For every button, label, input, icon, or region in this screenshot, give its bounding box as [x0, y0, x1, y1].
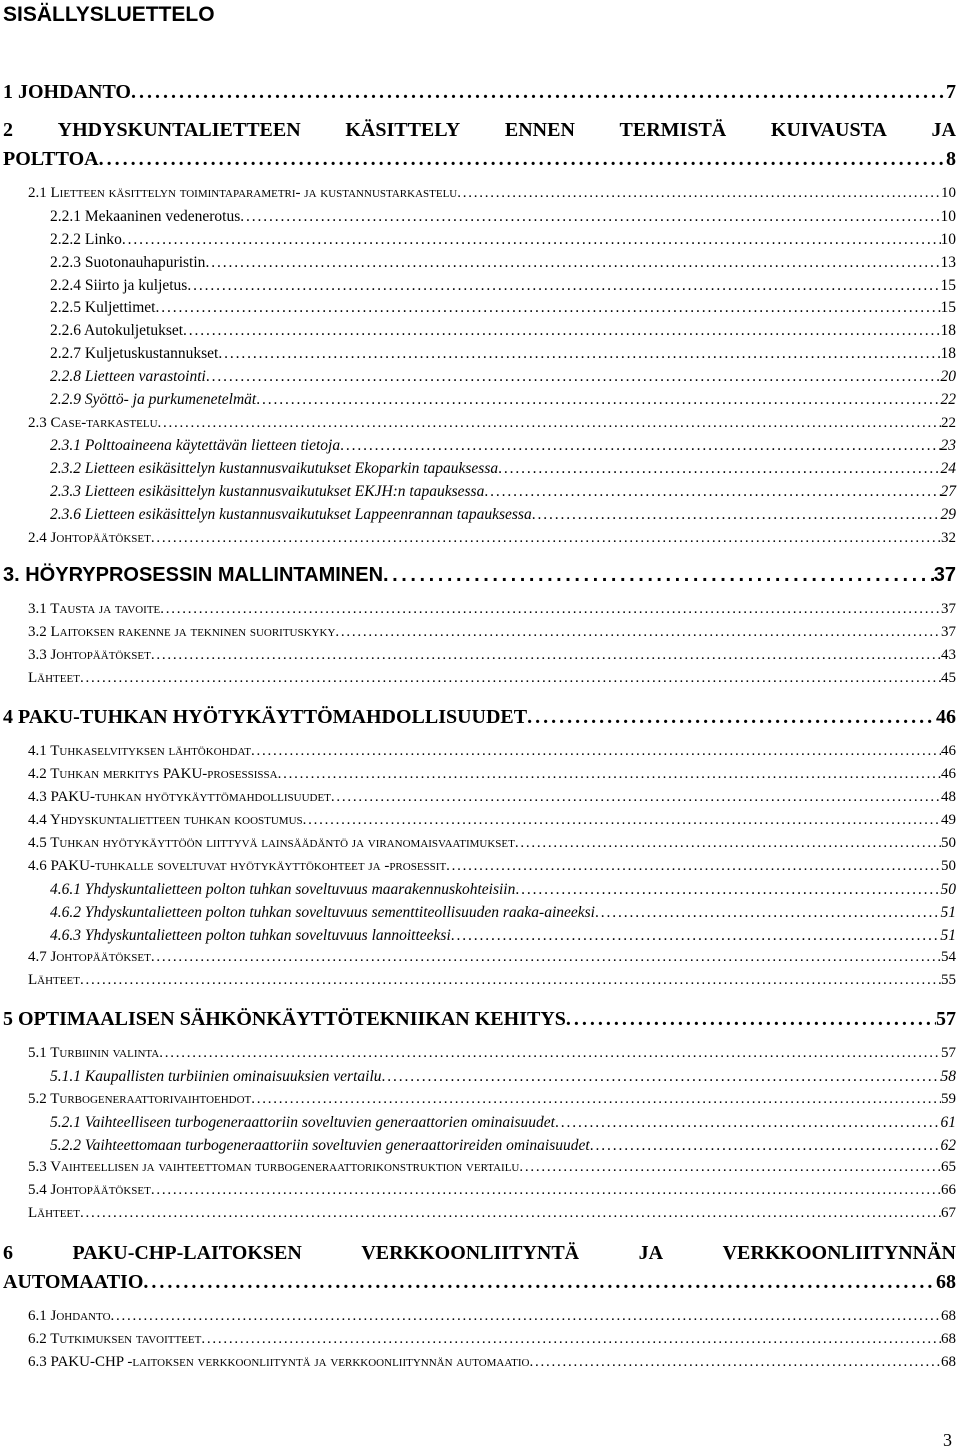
toc-entry-4-6-2[interactable]: 4.6.2 Yhdyskuntalietteen polton tuhkan soveltuvuus sementtiteollisuuden raaka-aineeksi . . . 51	[50, 902, 956, 922]
toc-entry-6-2[interactable]: 6.2 Tutkimuksen tavoitteet . . . 68	[28, 1330, 956, 1348]
toc-entry-5-2-1[interactable]: 5.2.1 Vaihteelliseen turbogeneraattoriin soveltuvien generaattorien ominaisuudet . . . 61	[50, 1112, 956, 1132]
toc-entry-4-1[interactable]: 4.1 Tuhkaselvityksen lähtökohdat . . . 46	[28, 742, 956, 760]
toc-title: SISÄLLYSLUETTELO	[3, 3, 215, 26]
toc-entry-4[interactable]: 4 PAKU-TUHKAN HYÖTYKÄYTTÖMAHDOLLISUUDET . . . 46	[3, 705, 956, 729]
toc-entry-2-2-2[interactable]: 2.2.2 Linko . . . 10	[50, 229, 956, 249]
toc-entry-4-2[interactable]: 4.2 Tuhkan merkitys PAKU-prosessissa . . . 46	[28, 765, 956, 783]
toc-entry-3-1[interactable]: 3.1 Tausta ja tavoite . . . 37	[28, 600, 956, 618]
toc-entry-2-2-8[interactable]: 2.2.8 Lietteen varastointi . . . 20	[50, 366, 956, 386]
toc-entry-2-2-5[interactable]: 2.2.5 Kuljettimet . . . 15	[50, 297, 956, 317]
toc-entry-2-3-6[interactable]: 2.3.6 Lietteen esikäsittelyn kustannusvaikutukset Lappeenrannan tapauksessa . . . 29	[50, 504, 956, 524]
toc-entry-5-1[interactable]: 5.1 Turbiinin valinta . . . 57	[28, 1044, 956, 1062]
toc-entry-3-2[interactable]: 3.2 Laitoksen rakenne ja tekninen suorituskyky . . . 37	[28, 623, 956, 641]
toc-entry-page: 8	[946, 148, 956, 170]
toc-entry-5-lahteet[interactable]: Lähteet . . . 67	[28, 1204, 956, 1222]
toc-entry-2-2-3[interactable]: 2.2.3 Suotonauhapuristin . . . 13	[50, 252, 956, 272]
toc-entry-4-3[interactable]: 4.3 PAKU-tuhkan hyötykäyttömahdollisuudet . . . 48	[28, 788, 956, 806]
toc-entry-2-1[interactable]: 2.1 Lietteen käsittelyn toimintaparametri- ja kustannustarkastelu . . . 10	[28, 184, 956, 202]
toc-entry-3[interactable]: 3. HÖYRYPROSESSIN MALLINTAMINEN . . . 37	[3, 563, 956, 587]
toc-entry-page: 7	[946, 81, 956, 103]
toc-entry-2-2-6[interactable]: 2.2.6 Autokuljetukset . . . 18	[50, 320, 956, 340]
toc-entry-5[interactable]: 5 OPTIMAALISEN SÄHKÖNKÄYTTÖTEKNIIKAN KEHITYS . . . 57	[3, 1007, 956, 1031]
toc-entry-3-lahteet[interactable]: Lähteet . . . 45	[28, 669, 956, 687]
toc-entry-6-1[interactable]: 6.1 Johdanto . . . 68	[28, 1307, 956, 1325]
toc-entry-6[interactable]: AUTOMAATIO . . . 68	[3, 1270, 956, 1294]
toc-entry-text: 1 JOHDANTO	[3, 81, 131, 103]
toc-entry-2-3-3[interactable]: 2.3.3 Lietteen esikäsittelyn kustannusvaikutukset EKJH:n tapauksessa . . . 27	[50, 481, 956, 501]
toc-entry-2-2-9[interactable]: 2.2.9 Syöttö- ja purkumenetelmät . . . 22	[50, 389, 956, 409]
toc-entry-3-3[interactable]: 3.3 Johtopäätökset . . . 43	[28, 646, 956, 664]
toc-entry-5-2-2[interactable]: 5.2.2 Vaihteettomaan turbogeneraattoriin soveltuvien generaattorireiden ominaisuudet . . . 62	[50, 1135, 956, 1155]
toc-entry-6-line1[interactable]: 6 PAKU-CHP-LAITOKSEN VERKKOONLIITYNTÄ JA VERKKOONLIITYNNÄN	[3, 1242, 956, 1264]
toc-entry-4-4[interactable]: 4.4 Yhdyskuntalietteen tuhkan koostumus . . . 49	[28, 811, 956, 829]
toc-entry-5-1-1[interactable]: 5.1.1 Kaupallisten turbiinien ominaisuuksien vertailu . . . 58	[50, 1066, 956, 1086]
toc-entry-text: POLTTOA	[3, 148, 99, 170]
toc-entry-2-2-7[interactable]: 2.2.7 Kuljetuskustannukset . . . 18	[50, 343, 956, 363]
toc-entry-4-6-1[interactable]: 4.6.1 Yhdyskuntalietteen polton tuhkan soveltuvuus maarakennuskohteisiin . . . 50	[50, 879, 956, 899]
toc-entry-2-3-2[interactable]: 2.3.2 Lietteen esikäsittelyn kustannusvaikutukset Ekoparkin tapauksessa . . . 24	[50, 458, 956, 478]
toc-entry-4-lahteet[interactable]: Lähteet . . . 55	[28, 971, 956, 989]
toc-entry-2-2-4[interactable]: 2.2.4 Siirto ja kuljetus . . . 15	[50, 275, 956, 295]
page-number: 3	[943, 1430, 952, 1450]
toc-entry-4-5[interactable]: 4.5 Tuhkan hyötykäyttöön liittyvä lainsäädäntö ja viranomaisvaatimukset . . . 50	[28, 834, 956, 852]
toc-entry-4-6[interactable]: 4.6 PAKU-tuhkalle soveltuvat hyötykäyttökohteet ja -prosessit . . . 50	[28, 857, 956, 875]
toc-entry-2-4[interactable]: 2.4 Johtopäätökset . . . 32	[28, 527, 956, 547]
toc-entry-5-2[interactable]: 5.2 Turbogeneraattorivaihtoehdot . . . 59	[28, 1090, 956, 1108]
toc-entry-5-4[interactable]: 5.4 Johtopäätökset . . . 66	[28, 1181, 956, 1199]
toc-entry-5-3[interactable]: 5.3 Vaihteellisen ja vaihteettoman turbogeneraattorikonstruktion vertailu . . . 65	[28, 1158, 956, 1176]
toc-entry-6-3[interactable]: 6.3 PAKU-CHP -laitoksen verkkoonliityntä ja verkkoonliitynnän automaatio . . . 68	[28, 1353, 956, 1371]
toc-entry-4-6-3[interactable]: 4.6.3 Yhdyskuntalietteen polton tuhkan soveltuvuus lannoitteeksi . . . 51	[50, 925, 956, 945]
toc-entry-1[interactable]	[3, 80, 956, 104]
toc-entry-2-2-1[interactable]: 2.2.1 Mekaaninen vedenerotus . . . 10	[50, 206, 956, 226]
toc-entry-2[interactable]	[3, 147, 956, 171]
toc-entry-4-7[interactable]: 4.7 Johtopäätökset . . . 54	[28, 948, 956, 966]
toc-entry-2-3[interactable]: 2.3 Case-tarkastelu . . . 22	[28, 412, 956, 432]
toc-entry-2-line1[interactable]: 2 YHDYSKUNTALIETTEEN KÄSITTELY ENNEN TERMISTÄ KUIVAUSTA JA	[3, 119, 956, 141]
toc-entry-2-3-1[interactable]: 2.3.1 Polttoaineena käytettävän lietteen tietoja . . . 23	[50, 435, 956, 455]
